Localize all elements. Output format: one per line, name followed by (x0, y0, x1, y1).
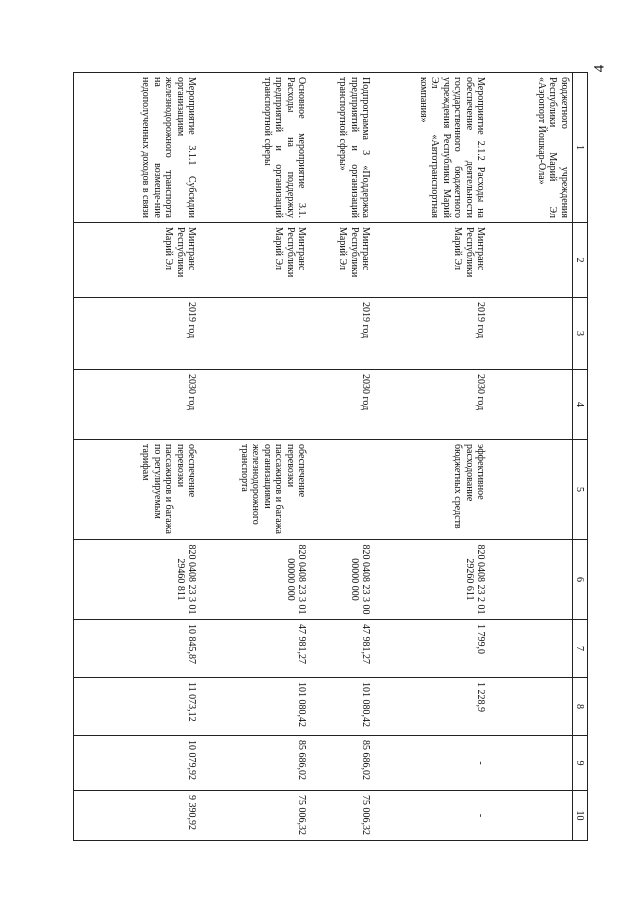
cell-value-8: 101 080,42 (200, 678, 310, 736)
cell-result (310, 440, 374, 540)
cell-start-year (200, 298, 310, 370)
cell-value-10: 9 390,92 (74, 791, 200, 841)
cell-value-9: 85 686,02 (310, 736, 374, 791)
cell-name: Подпрограмма 3 «Поддержка предприятий и организаций транспортной сферы» (310, 73, 374, 223)
column-header-10: 10 (573, 791, 588, 841)
cell-budget-code: 820 0408 23 3 01 29460 811 (74, 540, 200, 620)
budget-table-page (73, 72, 588, 840)
cell-value-10: - (374, 791, 489, 841)
table-row (374, 73, 489, 841)
cell-value-7: 47 981,27 (310, 620, 374, 678)
column-header-6: 6 (573, 540, 588, 620)
cell-name: Основное мероприятие 3.1. Расходы на поддержку предприятий и организаций транспортной сферы (200, 73, 310, 223)
cell-value-8: 101 080,42 (310, 678, 374, 736)
header-row (573, 73, 588, 841)
cell-start-year: 2019 год (310, 298, 374, 370)
cell-start-year: 2019 год (74, 298, 200, 370)
cell-result: эффективное расходование бюджетных средств (374, 440, 489, 540)
cell-name: Мероприятие 3.1.1 Субсидии организациям железнодорожного транспорта на возмеще-ние недополученных доходов в связи (74, 73, 200, 223)
cell-result: обеспечение перевозки пассажиров и багажа по регулируемым тарифам (74, 440, 200, 540)
cell-value-9: - (374, 736, 489, 791)
cell-end-year: 2030 год (74, 370, 200, 440)
column-header-7: 7 (573, 620, 588, 678)
cell-executor: Минтранс Республики Марий Эл (200, 223, 310, 298)
column-header-5: 5 (573, 440, 588, 540)
cell-result (489, 440, 573, 540)
cell-value-7: 47 981,27 (200, 620, 310, 678)
cell-value-9: 85 686,02 (200, 736, 310, 791)
cell-executor: Минтранс Республики Марий Эл (374, 223, 489, 298)
cell-value-7: 10 845,87 (74, 620, 200, 678)
cell-value-10: 75 006,32 (310, 791, 374, 841)
cell-executor (489, 223, 573, 298)
cell-name: бюджетного учреждения Республики Марий Эл «Аэропорт Йошкар-Ола» (489, 73, 573, 223)
cell-value-7: 1 799,0 (374, 620, 489, 678)
column-header-4: 4 (573, 370, 588, 440)
cell-end-year: 2030 год (374, 370, 489, 440)
cell-value-9 (489, 736, 573, 791)
column-header-3: 3 (573, 298, 588, 370)
table-row (74, 73, 200, 841)
cell-value-10 (489, 791, 573, 841)
cell-value-7 (489, 620, 573, 678)
cell-executor: Минтранс Республики Марий Эл (74, 223, 200, 298)
cell-name: Мероприятие 2.1.2 Расходы на обеспечение деятельности государственного бюджетного учреждения Республики Марий Эл «Автотранспортная компания» (374, 73, 489, 223)
cell-end-year (200, 370, 310, 440)
budget-table (73, 72, 588, 841)
cell-end-year (489, 370, 573, 440)
cell-value-8: 11 073,12 (74, 678, 200, 736)
cell-start-year: 2019 год (374, 298, 489, 370)
table-row (200, 73, 310, 841)
cell-executor: Минтранс Республики Марий Эл (310, 223, 374, 298)
cell-value-8: 1 228,9 (374, 678, 489, 736)
cell-value-9: 10 079,92 (74, 736, 200, 791)
column-header-9: 9 (573, 736, 588, 791)
column-header-2: 2 (573, 223, 588, 298)
cell-budget-code: 820 0408 23 2 01 29260 611 (374, 540, 489, 620)
column-header-1: 1 (573, 73, 588, 223)
page-number: 4 (591, 64, 608, 73)
cell-budget-code (489, 540, 573, 620)
cell-budget-code: 820 0408 23 3 00 00000 000 (310, 540, 374, 620)
table-row (310, 73, 374, 841)
table-row (489, 73, 573, 841)
cell-value-10: 75 006,32 (200, 791, 310, 841)
column-header-8: 8 (573, 678, 588, 736)
cell-budget-code: 820 0408 23 3 01 00000 000 (200, 540, 310, 620)
cell-end-year: 2030 год (310, 370, 374, 440)
cell-value-8 (489, 678, 573, 736)
cell-start-year (489, 298, 573, 370)
cell-result: обеспечение перевозки пассажиров и багажа организациями железнодорожного транспорта (200, 440, 310, 540)
